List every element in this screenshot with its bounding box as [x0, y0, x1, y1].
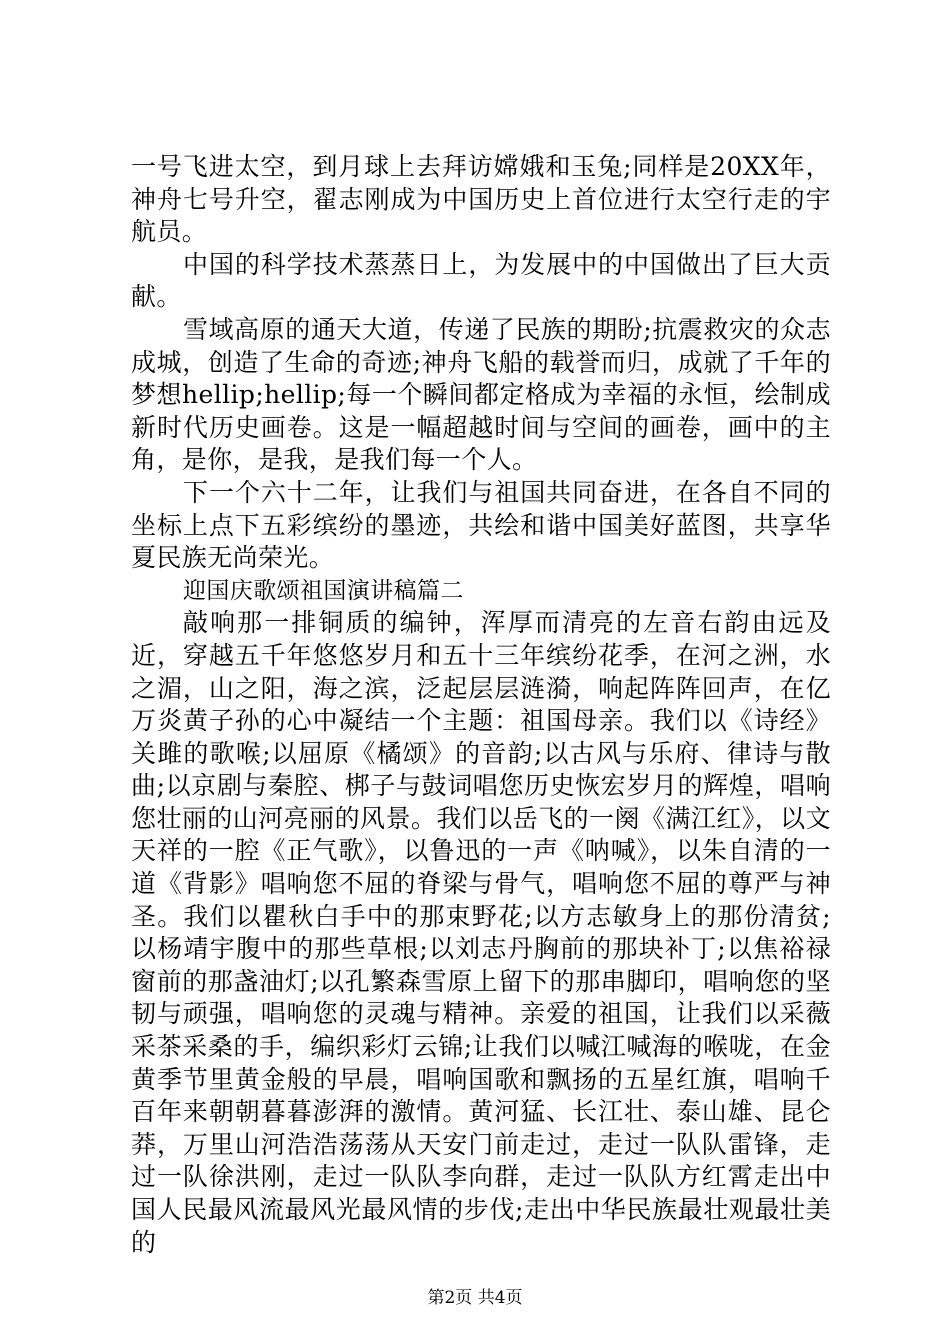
paragraph-achievements: 雪域高原的通天大道，传递了民族的期盼;抗震救灾的众志成城，创造了生命的奇迹;神舟飞船的载誉而归，成就了千年的梦想hellip;hellip;每一个瞬间都定格成为幸福的永恒，绘制成新时代历史画卷。这是一幅超越时间与空间的画卷，画中的主角，是你，是我，是我们每一个人。 [131, 314, 831, 475]
section-heading: 迎国庆歌颂祖国演讲稿篇二 [183, 577, 464, 604]
paragraph-future: 下一个六十二年，让我们与祖国共同奋进，在各自不同的坐标上点下五彩缤纷的墨迹，共绘和谐中国美好蓝图，共享华夏民族无尚荣光。 [131, 477, 831, 573]
paragraph-ode: 敲响那一排铜质的编钟，浑厚而清亮的左音右韵由远及近，穿越五千年悠悠岁月和五十三年缤纷花季，在河之洲，水之湄，山之阳，海之滨，泛起层层涟漪，响起阵阵回声，在亿万炎黄子孙的心中凝结一个主题：祖国母亲。我们以《诗经》关雎的歌喉;以屈原《橘颂》的音韵;以古风与乐府、律诗与散曲;以京剧与秦腔、梆子与鼓词唱您历史恢宏岁月的辉煌，唱响您壮丽的山河亮丽的风景。我们以岳飞的一阕《满江红》，以文天祥的一腔《正气歌》，以鲁迅的一声《呐喊》，以朱自清的一道《背影》唱响您不屈的脊梁与骨气，唱响您不屈的尊严与神圣。我们以瞿秋白手中的那束野花;以方志敏身上的那份清贫;以杨靖宇腹中的那些草根;以刘志丹胸前的那块补丁;以焦裕禄窗前的那盏油灯;以孔繁森雪原上留下的那串脚印，唱响您的坚韧与顽强，唱响您的灵魂与精神。亲爱的祖国，让我们以采薇采茶采桑的手，编织彩灯云锦;让我们以喊江喊海的喉咙，在金黄季节里黄金般的早晨，唱响国歌和飘扬的五星红旗，唱响千百年来朝朝暮暮澎湃的激情。黄河猛、长江壮、泰山雄、昆仑莽，万里山河浩浩荡荡从天安门前走过，走过一队队雷锋，走过一队徐洪刚，走过一队队李向群，走过一队队方红霄走出中国人民最风流最风光最风情的步伐;走出中华民族最壮观最壮美的 [131, 608, 831, 1257]
page-footer: 第2页 共4页 [427, 1288, 523, 1308]
paragraph-continuation: 一号飞进太空，到月球上去拜访嫦娥和玉兔;同样是20XX年，神舟七号升空，翟志刚成为中国历史上首位进行太空行走的宇航员。 [131, 152, 831, 247]
paragraph-science: 中国的科学技术蒸蒸日上，为发展中的中国做出了巨大贡献。 [131, 249, 831, 312]
document-body [131, 151, 831, 1259]
